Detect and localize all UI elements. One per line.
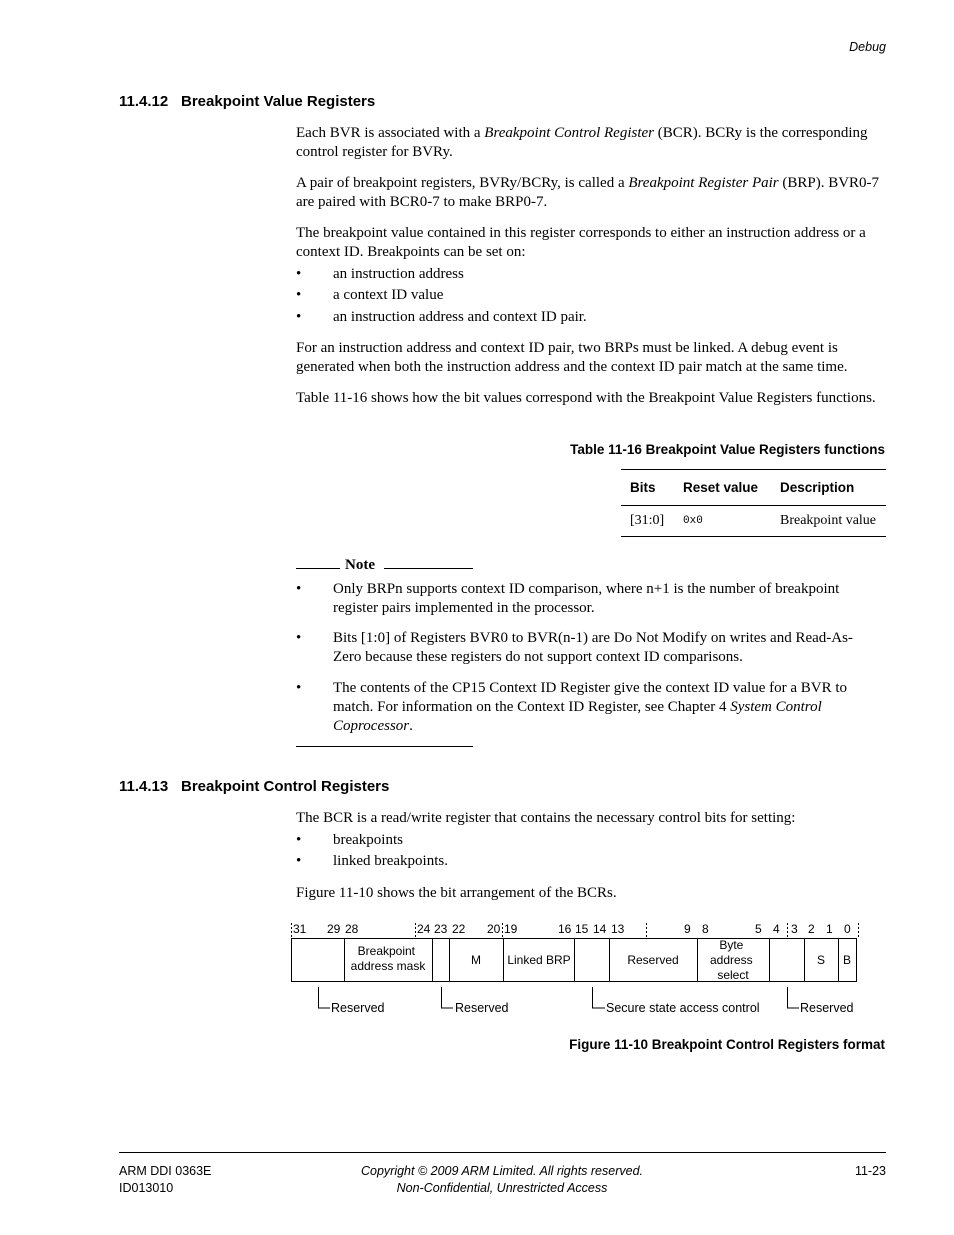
callout-reserved: Reserved <box>455 1001 509 1015</box>
paragraph: The BCR is a read/write register that contains the necessary control bits for setting: <box>296 810 796 826</box>
access-notice: Non-Confidential, Unrestricted Access <box>396 1181 608 1195</box>
field-m: M <box>471 953 481 967</box>
field-label-line: address <box>709 953 753 967</box>
table-row <box>621 506 886 537</box>
paragraph: Each BVR is associated with a Breakpoint Control Register (BCR). BCRy is the corresponding control register for BVRy. <box>296 125 868 160</box>
field-linked-brp: Linked BRP <box>507 953 571 967</box>
section-number: 11.4.13 <box>119 778 169 795</box>
bit-number: 14 <box>593 922 607 936</box>
field-breakpoint-address-mask <box>351 944 427 973</box>
callout-reserved: Reserved <box>800 1001 854 1015</box>
section-title: Breakpoint Control Registers <box>181 778 390 795</box>
paragraph: The breakpoint value contained in this register corresponds to either an instruction address or a context ID. Breakpoints can be set on: <box>296 225 866 260</box>
table-header: Description <box>771 470 886 506</box>
table-cell: Breakpoint value <box>771 506 886 537</box>
field-label-line: Breakpoint <box>357 944 416 958</box>
field-label-line: select <box>717 968 749 982</box>
field-b: B <box>842 953 852 967</box>
note-rule-right <box>384 568 473 569</box>
bit-number: 19 <box>504 922 518 936</box>
field-byte-address-select <box>710 938 756 982</box>
bit-number: 31 <box>293 922 307 936</box>
bit-number: 24 <box>417 922 431 936</box>
bit-number: 28 <box>345 922 359 936</box>
paragraph: A pair of breakpoint registers, BVRy/BCRy, is called a Breakpoint Register Pair (BRP). BVR0-7 are paired with BCR0-7 to make BRP0-7. <box>296 175 880 210</box>
footer-rule <box>119 1152 886 1153</box>
bit-number: 0 <box>844 922 851 936</box>
field-label-line: Byte <box>719 938 744 952</box>
table-caption: Table 11-16 Breakpoint Value Registers functions <box>570 442 885 457</box>
field-label-line: address mask <box>350 959 426 973</box>
note-rule-left <box>296 568 340 569</box>
bit-number: 29 <box>327 922 341 936</box>
table-cell: [31:0] <box>621 506 674 537</box>
field-s: S <box>816 953 826 967</box>
field-reserved: Reserved <box>627 953 679 967</box>
table-header: Reset value <box>674 470 771 506</box>
bit-number: 13 <box>611 922 625 936</box>
table-header: Bits <box>621 470 674 506</box>
bit-number: 8 <box>702 922 709 936</box>
paragraph: Table 11-16 shows how the bit values correspond with the Breakpoint Value Registers functions. <box>296 390 876 406</box>
bit-number: 20 <box>487 922 501 936</box>
bit-number: 15 <box>575 922 589 936</box>
bit-number: 5 <box>755 922 762 936</box>
doc-id-code: ID013010 <box>119 1181 174 1195</box>
note-label: Note <box>345 557 375 573</box>
bit-number: 4 <box>773 922 780 936</box>
paragraph: Figure 11-10 shows the bit arrangement of the BCRs. <box>296 885 617 901</box>
running-header: Debug <box>849 40 886 54</box>
bit-number: 16 <box>558 922 572 936</box>
bvr-functions-table <box>621 469 886 537</box>
section-heading-bcr <box>119 778 389 795</box>
bit-number: 2 <box>808 922 815 936</box>
bit-number: 23 <box>434 922 448 936</box>
section-number: 11.4.12 <box>119 93 169 110</box>
bit-number: 3 <box>791 922 798 936</box>
bit-number: 22 <box>452 922 466 936</box>
note-end-rule <box>296 746 473 747</box>
table-cell: 0x0 <box>674 506 771 537</box>
paragraph: For an instruction address and context ID pair, two BRPs must be linked. A debug event is generated when both the instruction address and the context ID pair match at the same time. <box>296 340 848 375</box>
callout-reserved: Reserved <box>331 1001 385 1015</box>
page-number: 11-23 <box>854 1164 886 1178</box>
bit-number: 9 <box>684 922 691 936</box>
bcr-bit-layout-diagram <box>285 915 875 1025</box>
section-heading-bvr <box>119 93 375 110</box>
copyright: Copyright © 2009 ARM Limited. All rights reserved. <box>360 1164 643 1178</box>
callout-secure-state-access-control: Secure state access control <box>606 1001 760 1015</box>
figure-caption: Figure 11-10 Breakpoint Control Registers format <box>569 1037 885 1052</box>
bit-number: 1 <box>826 922 833 936</box>
section-title: Breakpoint Value Registers <box>181 93 376 110</box>
doc-id: ARM DDI 0363E <box>119 1164 212 1178</box>
